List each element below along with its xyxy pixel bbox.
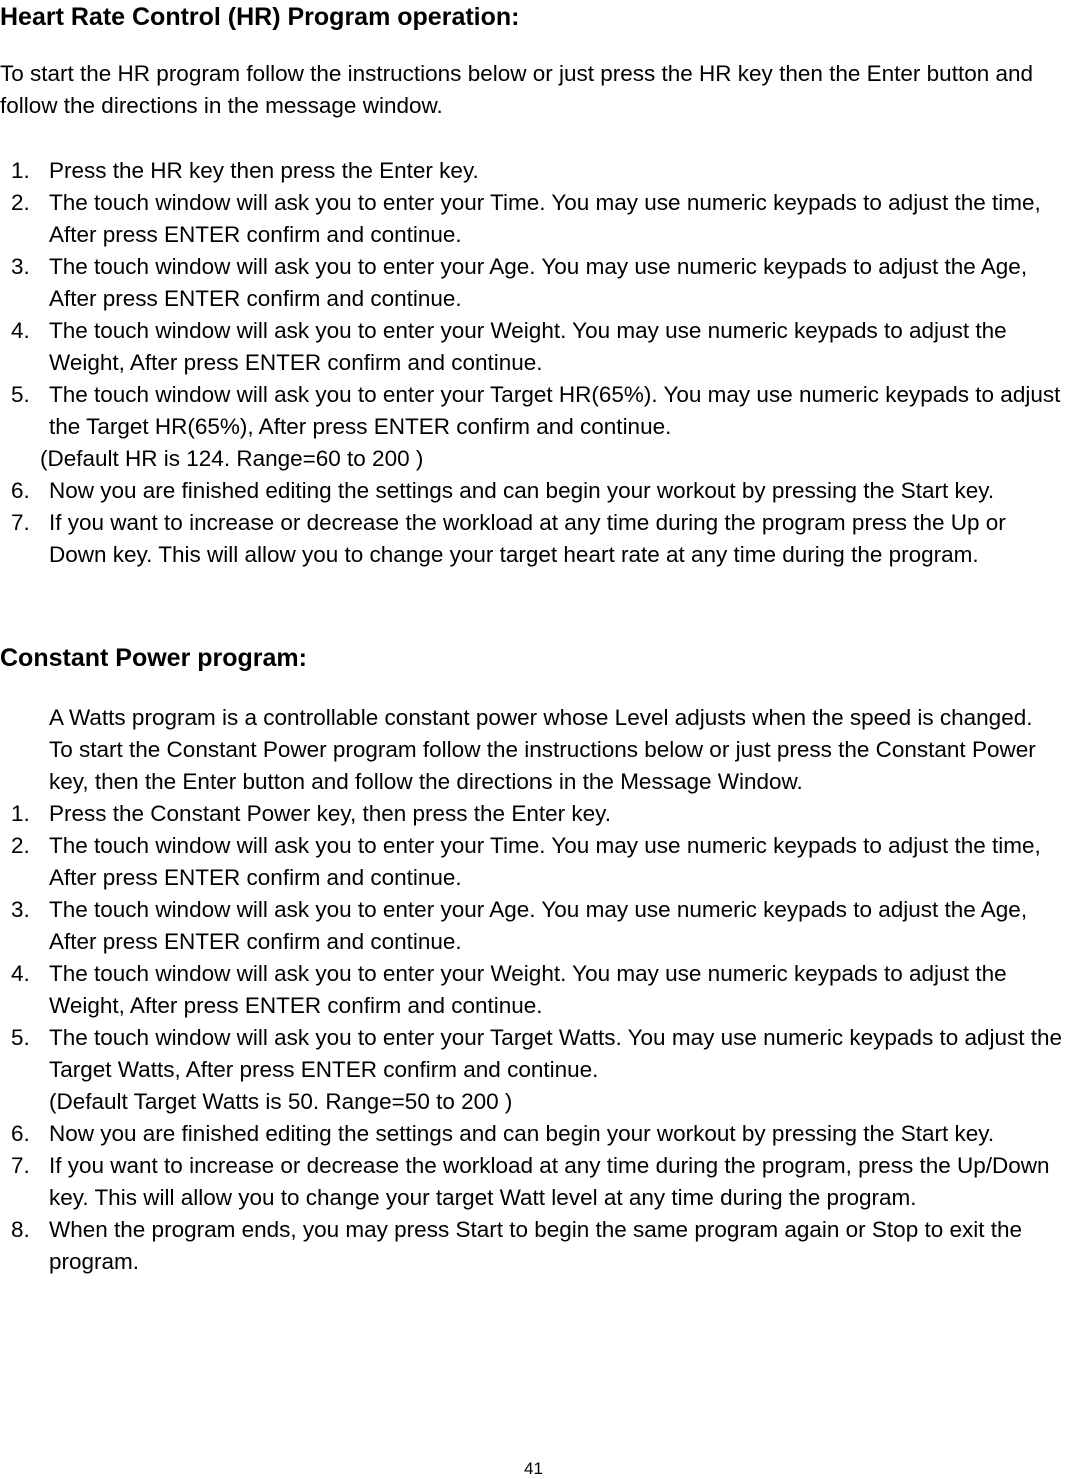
list-item-number: 4. xyxy=(11,318,30,343)
list-item xyxy=(0,830,1067,894)
list-item-number: 3. xyxy=(11,254,30,279)
list-item xyxy=(0,475,1067,507)
list-item xyxy=(0,798,1067,830)
cp-steps-list xyxy=(0,798,1067,1278)
list-item xyxy=(0,958,1067,1022)
list-item-text: The touch window will ask you to enter your Age. You may use numeric keypads to adjust the Age, After press ENTER confirm and continue. xyxy=(49,897,1028,954)
list-item xyxy=(0,1022,1067,1118)
list-item-text: Press the HR key then press the Enter key. xyxy=(49,158,479,183)
list-item-number: 4. xyxy=(11,961,30,986)
list-item-number: 3. xyxy=(11,897,30,922)
list-item xyxy=(0,1118,1067,1150)
list-item-number: 5. xyxy=(11,1025,30,1050)
list-item xyxy=(0,187,1067,251)
list-item-text: The touch window will ask you to enter your Weight. You may use numeric keypads to adjust the Weight, After press ENTER confirm and continue. xyxy=(49,318,1007,375)
list-item xyxy=(0,1150,1067,1214)
list-item-number: 2. xyxy=(11,190,30,215)
list-item-number: 2. xyxy=(11,833,30,858)
list-item-text: The touch window will ask you to enter your Weight. You may use numeric keypads to adjust the Weight, After press ENTER confirm and continue. xyxy=(49,961,1007,1018)
list-item-text: The touch window will ask you to enter your Target HR(65%). You may use numeric keypads to adjust the Target HR(65%), After press ENTER confirm and continue. xyxy=(49,382,1061,439)
hr-steps-list xyxy=(0,155,1067,571)
list-item-note: (Default HR is 124. Range=60 to 200 ) xyxy=(40,446,424,471)
list-item-text: If you want to increase or decrease the workload at any time during the program, press the Up/Down key. This will allow you to change your target Watt level at any time during the program. xyxy=(49,1153,1050,1210)
list-item-note: (Default Target Watts is 50. Range=50 to 200 ) xyxy=(49,1089,513,1114)
cp-section-title: Constant Power program: xyxy=(0,644,307,672)
list-item xyxy=(0,155,1067,187)
list-item-number: 6. xyxy=(11,1121,30,1146)
list-item-number: 7. xyxy=(11,510,30,535)
hr-section-intro: To start the HR program follow the instructions below or just press the HR key then the Enter button and follow the directions in the message window. xyxy=(0,61,1034,118)
list-item-number: 1. xyxy=(11,158,30,183)
list-item xyxy=(0,251,1067,315)
list-item-text: Now you are finished editing the settings and can begin your workout by pressing the Start key. xyxy=(49,478,995,503)
list-item-text: The touch window will ask you to enter your Time. You may use numeric keypads to adjust the time, After press ENTER confirm and continue. xyxy=(49,190,1041,247)
list-item-text: Now you are finished editing the settings and can begin your workout by pressing the Start key. xyxy=(49,1121,995,1146)
hr-section-title: Heart Rate Control (HR) Program operation: xyxy=(0,3,520,31)
list-item-text: The touch window will ask you to enter your Target Watts. You may use numeric keypads to adjust the Target Watts, After press ENTER confirm and continue. xyxy=(49,1025,1063,1082)
list-item-number: 5. xyxy=(11,382,30,407)
list-item xyxy=(0,894,1067,958)
list-item xyxy=(0,1214,1067,1278)
list-item-text: The touch window will ask you to enter your Time. You may use numeric keypads to adjust the time, After press ENTER confirm and continue. xyxy=(49,833,1041,890)
list-item-number: 8. xyxy=(11,1217,30,1242)
list-item xyxy=(0,315,1067,379)
list-item xyxy=(0,379,1067,475)
list-item-text: Press the Constant Power key, then press the Enter key. xyxy=(49,801,611,826)
list-item-number: 1. xyxy=(11,801,30,826)
list-item-text: When the program ends, you may press Start to begin the same program again or Stop to exit the program. xyxy=(49,1217,1023,1274)
list-item-text: If you want to increase or decrease the workload at any time during the program press the Up or Down key. This will allow you to change your target heart rate at any time during the program. xyxy=(49,510,1006,567)
cp-section-intro: A Watts program is a controllable constant power whose Level adjusts when the speed is changed. To start the Constant Power program follow the instructions below or just press the Constant Power key, then the Enter button and follow the directions in the Message Window. xyxy=(49,705,1036,794)
list-item-text: The touch window will ask you to enter your Age. You may use numeric keypads to adjust the Age, After press ENTER confirm and continue. xyxy=(49,254,1028,311)
list-item xyxy=(0,507,1067,571)
list-item-number: 6. xyxy=(11,478,30,503)
page-number: 41 xyxy=(524,1459,543,1478)
list-item-number: 7. xyxy=(11,1153,30,1178)
